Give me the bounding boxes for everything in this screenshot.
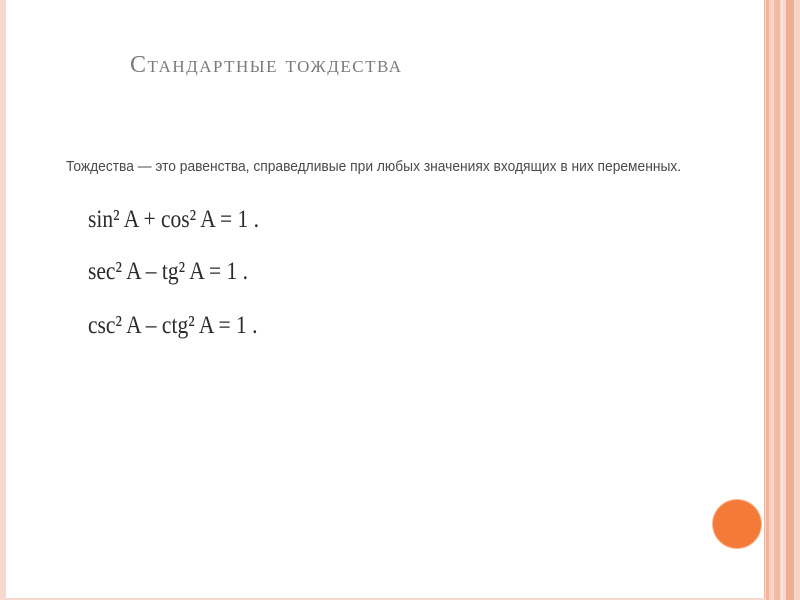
decorative-stripe xyxy=(781,0,783,600)
decorative-circle xyxy=(713,500,761,548)
slide-content-area xyxy=(6,0,765,598)
formula-csc-ctg: csc² A – ctg² A = 1 . xyxy=(88,312,258,339)
definition-text: Тождества — это равенства, справедливые при любых значениях входящих в них переменных. xyxy=(66,158,682,175)
slide-title: Стандартные тождества xyxy=(130,52,403,78)
formula-sec-tg: sec² A – tg² A = 1 . xyxy=(88,258,249,285)
decorative-stripe xyxy=(774,0,780,600)
decorative-stripe xyxy=(766,0,769,600)
decorative-stripe xyxy=(795,0,800,600)
decorative-stripe xyxy=(786,0,794,600)
decorative-stripe xyxy=(770,0,771,600)
formula-sin-cos: sin² A + cos² A = 1 . xyxy=(88,206,259,233)
